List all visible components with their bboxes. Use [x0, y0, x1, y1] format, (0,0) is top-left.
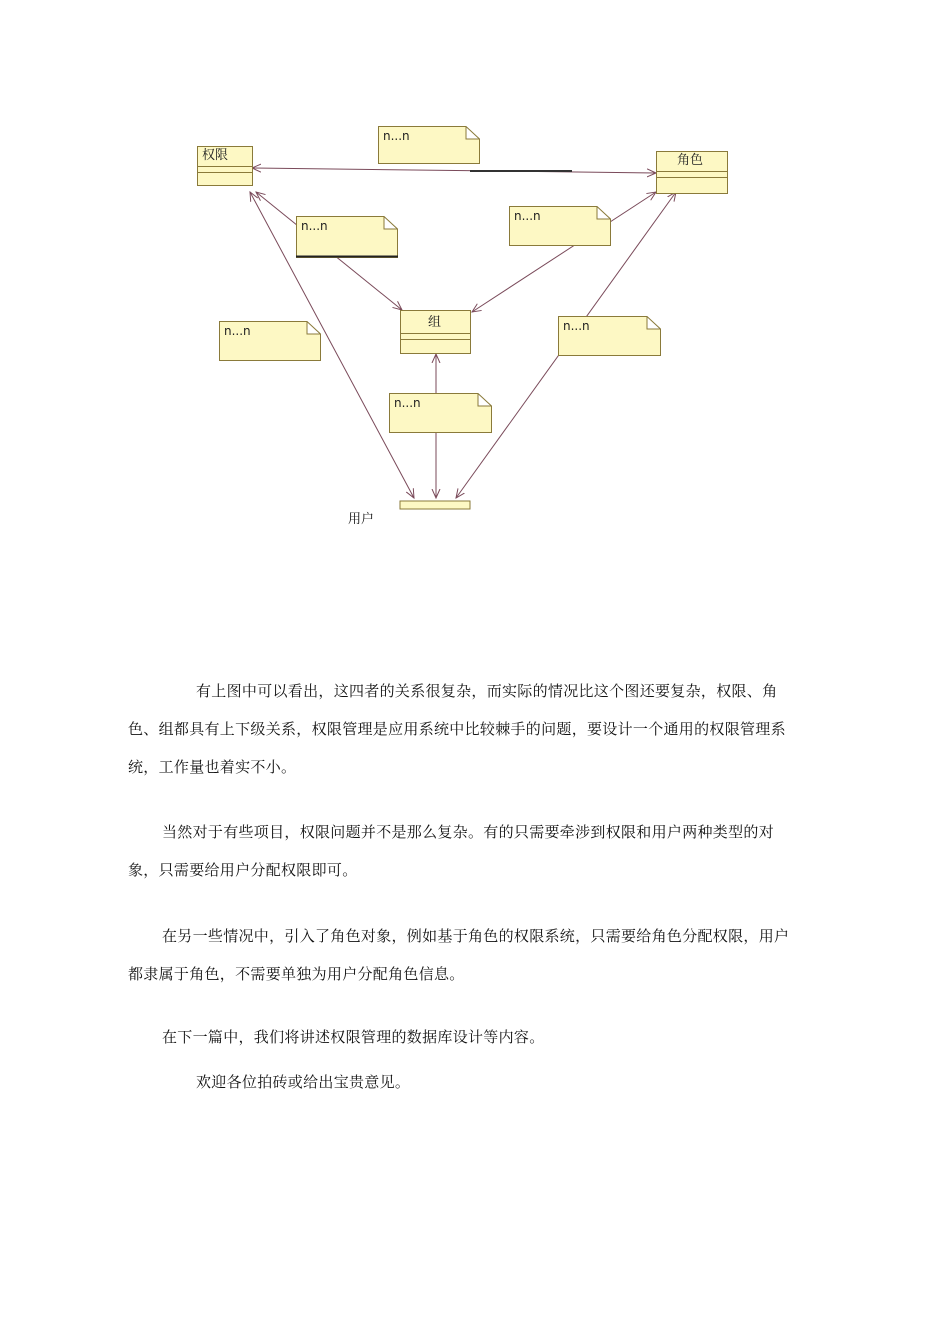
entity-group-label: 组 — [428, 315, 442, 330]
note-label: n...n — [301, 219, 328, 233]
uml-diagram — [0, 0, 950, 560]
note-role-group — [509, 206, 611, 246]
diagram-caption-user: 用户 — [348, 512, 375, 527]
entity-permission — [197, 146, 253, 186]
note-label: n...n — [383, 129, 410, 143]
entity-permission-label: 权限 — [202, 148, 229, 163]
note-permission-role — [378, 126, 480, 164]
note-label: n...n — [563, 319, 590, 333]
paragraph-4: 在下一篇中，我们将讲述权限管理的数据库设计等内容。 — [162, 1028, 545, 1046]
link-permission-role — [252, 168, 656, 173]
note-group-user — [389, 393, 492, 433]
paragraph-2: 当然对于有些项目，权限问题并不是那么复杂。有的只需要牵涉到权限和用户两种类型的对象，只需要给用户分配权限即可。 — [128, 823, 775, 879]
note-label: n...n — [394, 396, 421, 410]
paragraph-5: 欢迎各位拍砖或给出宝贵意见。 — [196, 1073, 411, 1091]
note-permission-group — [296, 216, 398, 258]
user-entity-box — [400, 501, 470, 509]
paragraph-1: 有上图中可以看出，这四者的关系很复杂，而实际的情况比这个图还要复杂，权限、角色、组都具有上下级关系，权限管理是应用系统中比较棘手的问题，要设计一个通用的权限管理系统，工作量也着实不小。 — [128, 682, 786, 776]
note-role-user — [558, 316, 661, 356]
note-label: n...n — [224, 324, 251, 338]
note-permission-user — [219, 321, 321, 361]
entity-role-label: 角色 — [677, 153, 704, 168]
entity-group — [400, 310, 471, 354]
entity-role — [656, 151, 728, 194]
diagram-lines — [0, 0, 950, 560]
paragraph-3: 在另一些情况中，引入了角色对象，例如基于角色的权限系统，只需要给角色分配权限，用户都隶属于角色，不需要单独为用户分配角色信息。 — [128, 927, 790, 983]
note-label: n...n — [514, 209, 541, 223]
